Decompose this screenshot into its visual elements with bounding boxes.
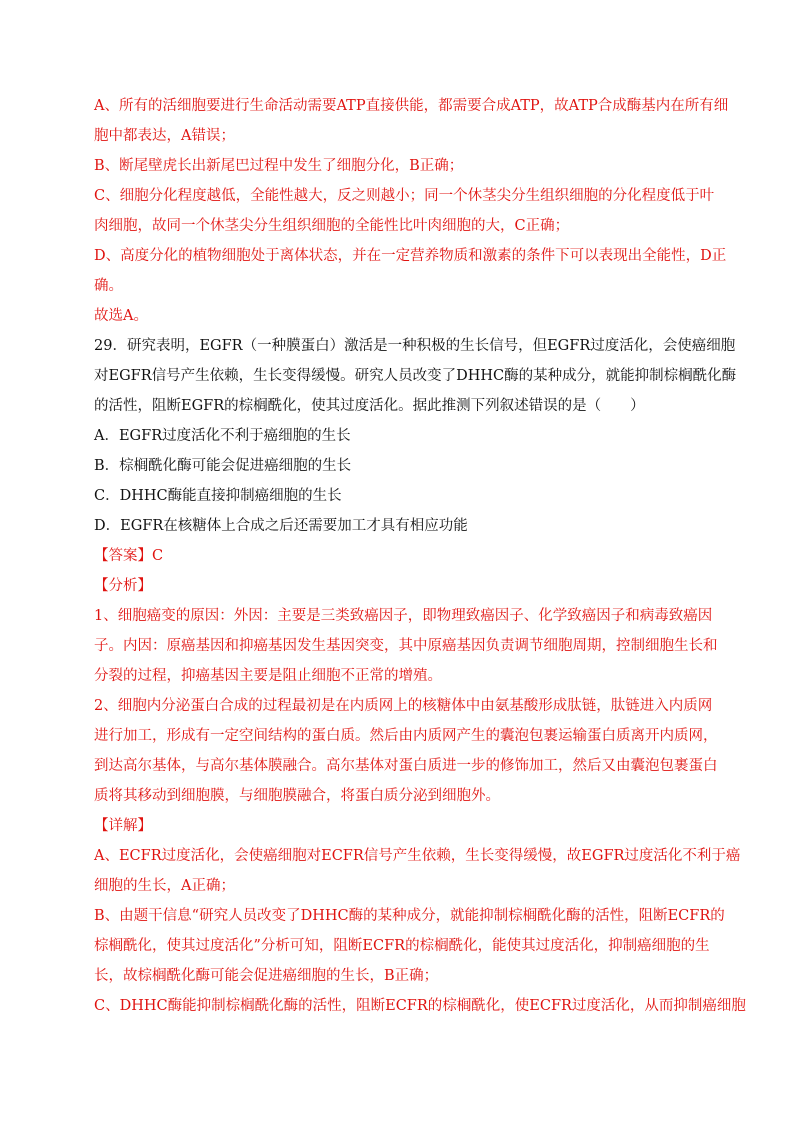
previous-explanation: [94, 91, 729, 331]
answer-value: C: [152, 548, 164, 564]
analysis-point-1-line-2: 子。内因：原癌基因和抑癌基因发生基因突变，其中原癌基因负责调节细胞周期，控制细胞生长和: [94, 638, 718, 654]
answer-line: [94, 541, 714, 571]
analysis-point-2-line-1: 2、细胞内分泌蛋白合成的过程最初是在内质网上的核糖体中由氨基酸形成肽链，肽链进入内质网: [94, 698, 713, 714]
details-option-a-line-2: 细胞的生长，A正确；: [94, 878, 235, 894]
question-option-c: C．DHHC酶能直接抑制癌细胞的生长: [94, 488, 342, 504]
prev-option-a-line-2: 胞中都表达，A错误；: [94, 128, 235, 144]
analysis-point-2-line-3: 到达高尔基体，与高尔基体膜融合。高尔基体对蛋白质进一步的修饰加工，然后又由囊泡包裹蛋白: [94, 758, 718, 774]
question-option-d: D．EGFR在核糖体上合成之后还需要加工才具有相应功能: [94, 518, 468, 534]
question-option-a: A．EGFR过度活化不利于癌细胞的生长: [94, 428, 351, 444]
prev-option-b-line-1: B、断尾壁虎长出新尾巴过程中发生了细胞分化，B正确；: [94, 158, 464, 174]
prev-option-c-line-1: C、细胞分化程度越低，全能性越大，反之则越小；同一个休茎尖分生组织细胞的分化程度低于叶: [94, 188, 715, 204]
solution: [94, 541, 746, 1021]
question-stem-line-2: 对EGFR信号产生依赖，生长变得缓慢。研究人员改变了DHHC酶的某种成分，就能抑制棕榈酰化酶: [94, 368, 737, 384]
prev-option-d-line-1: D、高度分化的植物细胞处于离体状态，并在一定营养物质和激素的条件下可以表现出全能性，D正: [94, 248, 727, 264]
details-label: 【详解】: [94, 818, 152, 834]
prev-option-c-line-2: 肉细胞，故同一个休茎尖分生组织细胞的全能性比叶肉细胞的大，C正确；: [94, 218, 570, 234]
question-29: [94, 331, 737, 541]
analysis-point-2-line-4: 质将其移动到细胞膜，与细胞膜融合，将蛋白质分泌到细胞外。: [94, 788, 500, 804]
question-stem-line-1: 29．研究表明，EGFR（一种膜蛋白）激活是一种积极的生长信号，但EGFR过度活化，会使癌细胞: [94, 338, 736, 354]
question-option-b: B．棕榈酰化酶可能会促进癌细胞的生长: [94, 458, 352, 474]
details-option-b-line-3: 长，故棕榈酰化酶可能会促进癌细胞的生长，B正确；: [94, 968, 439, 984]
prev-conclusion: 故选A。: [94, 308, 148, 324]
question-stem-line-3: 的活性，阻断EGFR的棕榈酰化，使其过度活化。据此推测下列叙述错误的是（ ）: [94, 398, 645, 414]
analysis-point-2-line-2: 进行加工，形成有一定空间结构的蛋白质。然后由内质网产生的囊泡包裹运输蛋白质离开内质网，: [94, 728, 718, 744]
details-option-b-line-2: 棕榈酰化，使其过度活化”分析可知，阻断ECFR的棕榈酰化，能使其过度活化，抑制癌细胞的生: [94, 938, 710, 954]
details-option-c-line-1: C、DHHC酶能抑制棕榈酰化酶的活性，阻断ECFR的棕榈酰化，使ECFR过度活化，从而抑制癌细胞: [94, 998, 746, 1014]
analysis-point-1-line-1: 1、细胞癌变的原因：外因：主要是三类致癌因子，即物理致癌因子、化学致癌因子和病毒致癌因: [94, 608, 713, 624]
prev-option-d-line-2: 确。: [94, 278, 123, 294]
analysis-point-1-line-3: 分裂的过程，抑癌基因主要是阻止细胞不正常的增殖。: [94, 668, 442, 684]
details-option-b-line-1: B、由题干信息“研究人员改变了DHHC酶的某种成分，就能抑制棕榈酰化酶的活性，阻断ECFR的: [94, 908, 725, 924]
analysis-label: 【分析】: [94, 578, 152, 594]
prev-option-a-line-1: A、所有的活细胞要进行生命活动需要ATP直接供能，都需要合成ATP，故ATP合成酶基内在所有细: [94, 98, 729, 114]
details-option-a-line-1: A、ECFR过度活化，会使癌细胞对ECFR信号产生依赖，生长变得缓慢，故EGFR过度活化不利于癌: [94, 848, 741, 864]
answer-label: 【答案】: [94, 548, 152, 564]
